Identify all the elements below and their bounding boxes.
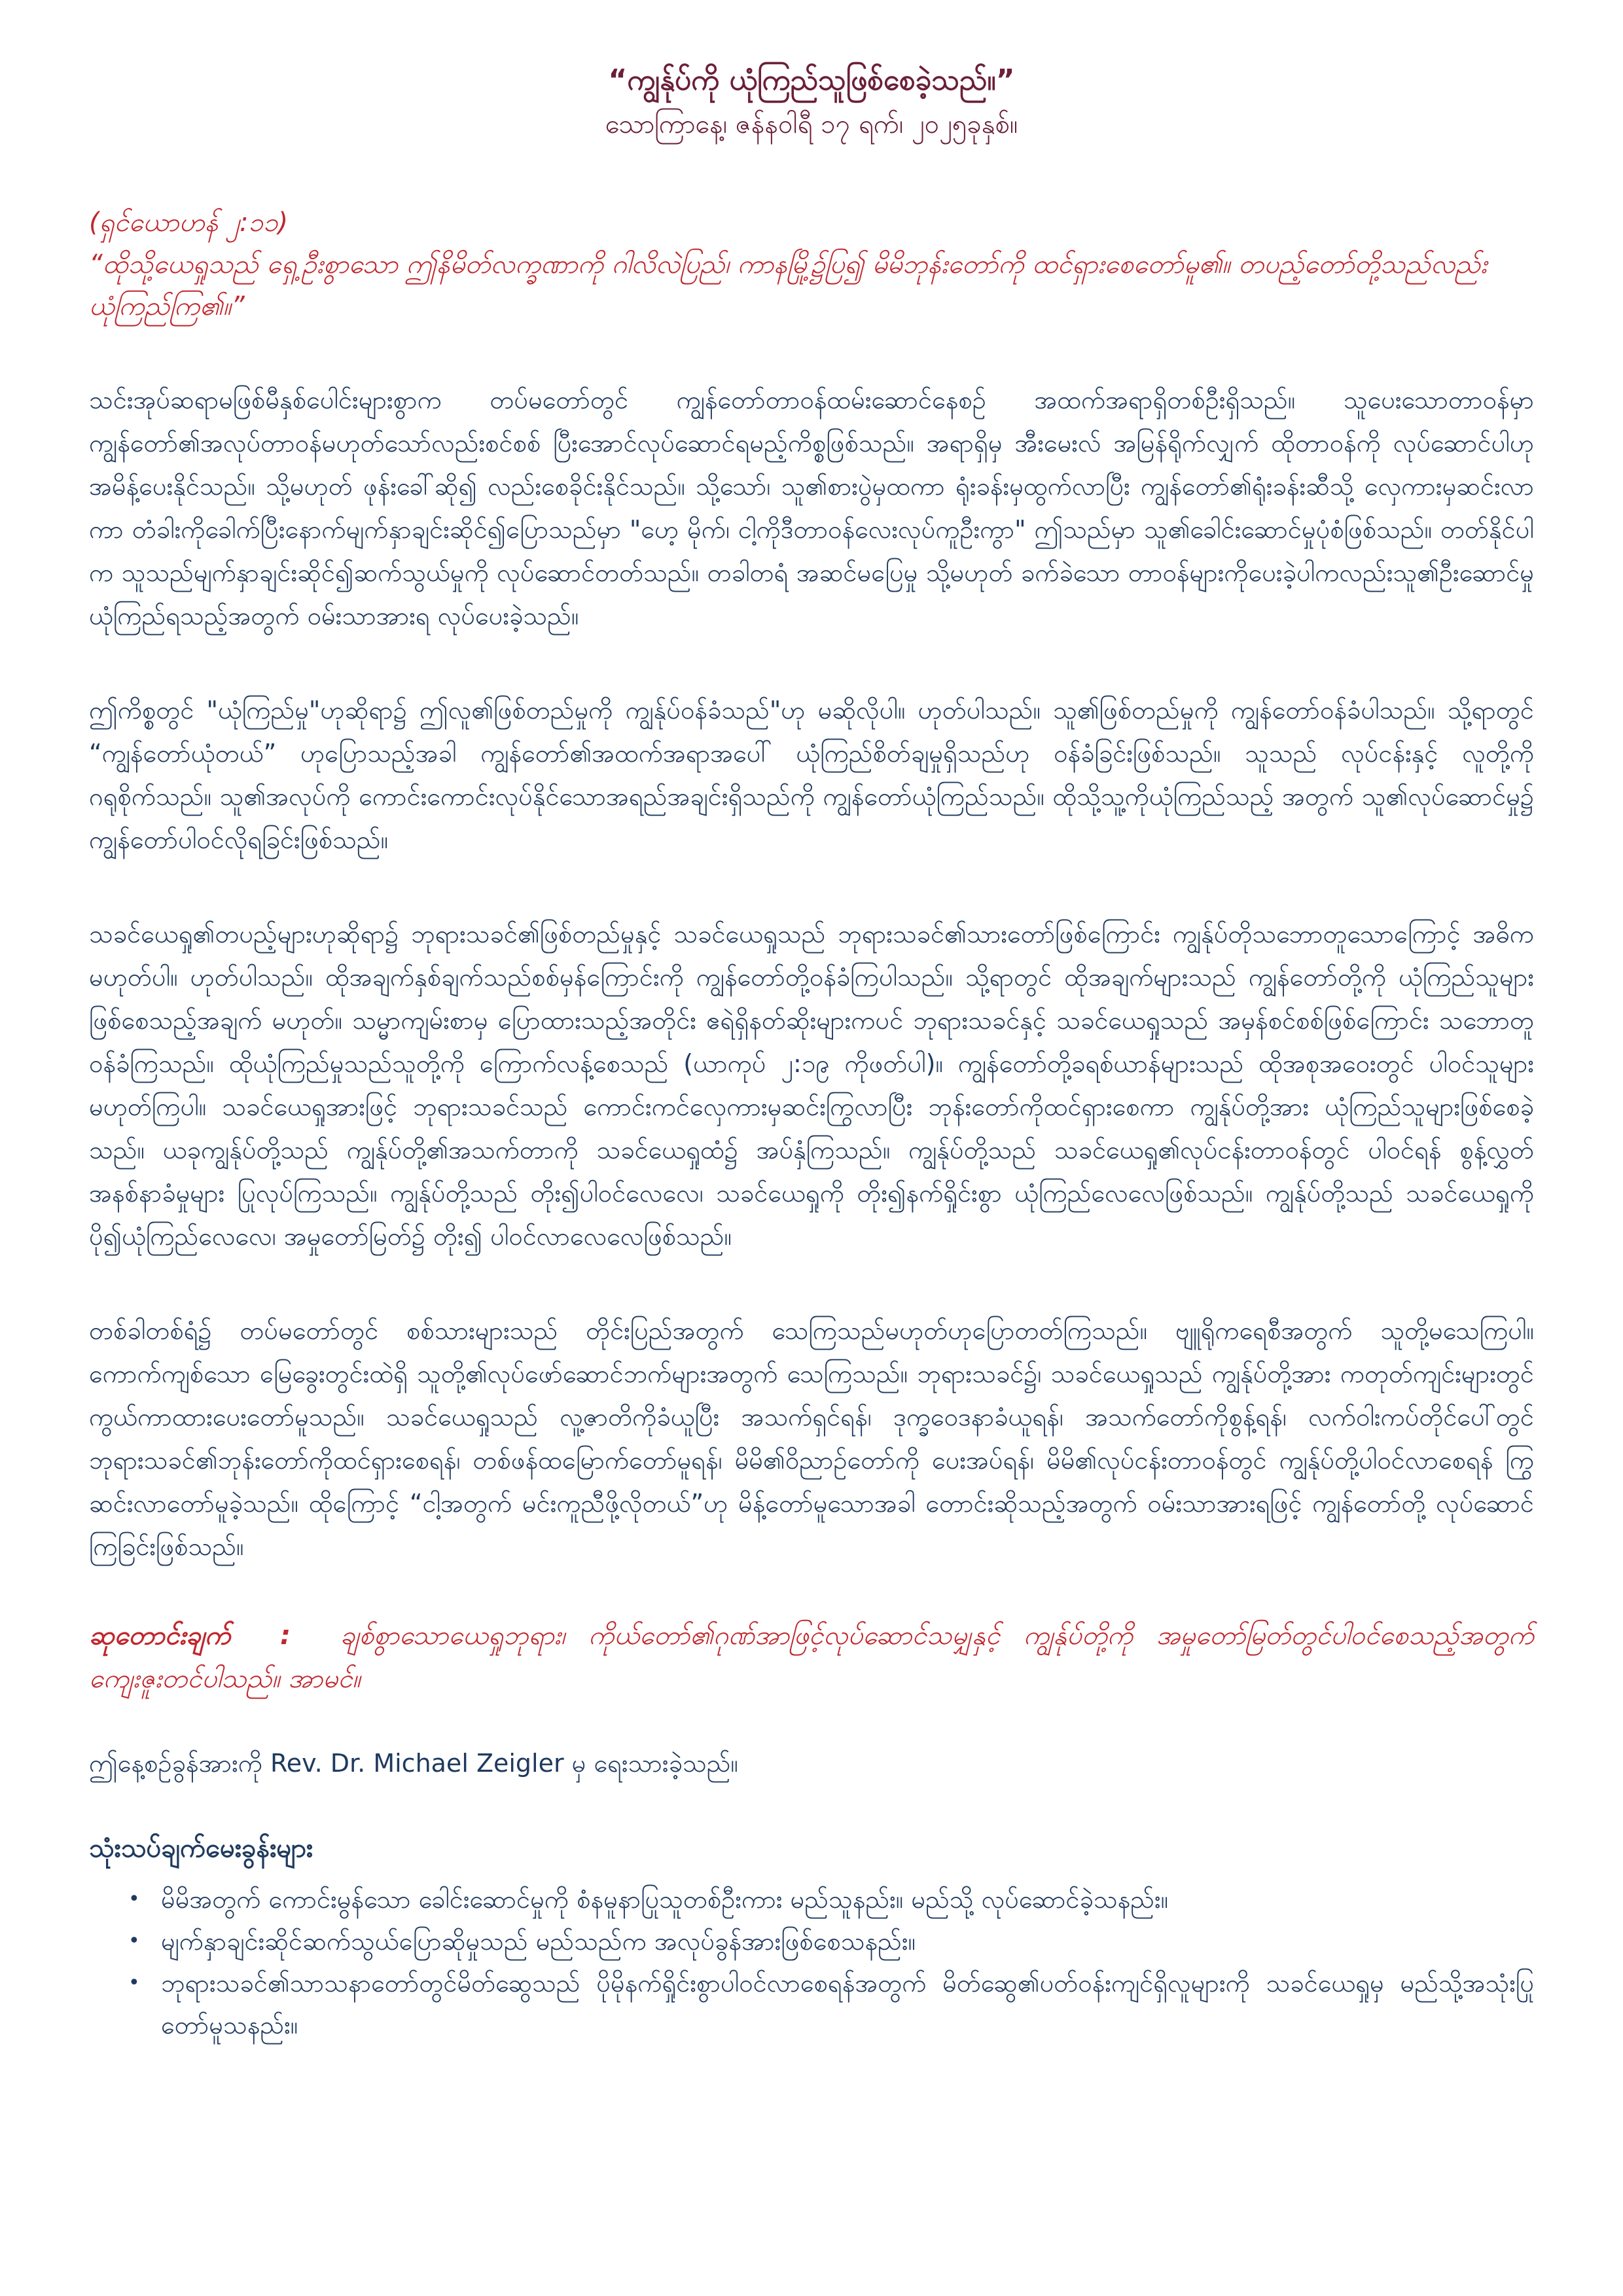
question-text: မျက်နှာချင်းဆိုင်ဆက်သွယ်ပြောဆိုမှုသည် မည်သည်က အလုပ်ခွန်အားဖြစ်စေသနည်း။	[161, 1927, 916, 1956]
body-paragraph-4: တစ်ခါတစ်ရံ၌ တပ်မတော်တွင် စစ်သားများသည် တိုင်းပြည်အတွက် သေကြသည်မဟုတ်ဟုပြောတတ်ကြသည်။ ဗျူရိုကရေစီအတွက် သူတို့မသေကြပါ။ ကောက်ကျစ်သော မြေခွေးတွင်းထဲရှိ သူတို့၏လုပ်ဖော်ဆောင်ဘက်များအတွက် သေကြသည်။ ဘုရားသခင်၌၊ သခင်ယေရှုသည် ကျွန်ုပ်တို့အား ကတုတ်ကျင်းများတွင် ကွယ်ကာထားပေးတော်မူသည်။ သခင်ယေရှုသည် လူ့ဇာတိကိုခံယူပြီး အသက်ရှင်ရန်၊ ဒုက္ခဝေဒနာခံယူရန်၊ အသက်တော်ကိုစွန့်ရန်၊ လက်ဝါးကပ်တိုင်ပေါ်တွင် ဘုရားသခင်၏ဘုန်းတော်ကိုထင်ရှားစေရန်၊ တစ်ဖန်ထမြောက်တော်မူရန်၊ မိမိ၏ဝိညာဉ်တော်ကို ပေးအပ်ရန်၊ မိမိ၏လုပ်ငန်းတာဝန်တွင် ကျွန်ုပ်တို့ပါဝင်လာစေရန် ကြွဆင်းလာတော်မူခဲ့သည်။ ထိုကြောင့် “ငါ့အတွက် မင်းကူညီဖို့လိုတယ်”ဟု မိန့်တော်မူသောအခါ တောင်းဆိုသည့်အတွက် ဝမ်းသာအားရဖြင့် ကျွန်တော်တို့ လုပ်ဆောင်ကြခြင်းဖြစ်သည်။	[89, 1316, 1534, 1561]
question-item	[128, 1920, 1534, 1962]
prayer-label: ဆုတောင်းချက်	[89, 1621, 231, 1651]
scripture-reference: (ရှင်ယောဟန် ၂:၁၁)	[89, 207, 289, 238]
questions-heading: သုံးသပ်ချက်မေးခွန်းများ	[89, 1833, 313, 1863]
scripture-block	[89, 202, 1534, 327]
question-item	[128, 1878, 1534, 1920]
prayer-block	[89, 1614, 1534, 1700]
body-paragraph-1: သင်းအုပ်ဆရာမဖြစ်မီနှစ်ပေါင်းများစွာက တပ်မတော်တွင် ကျွန်တော်တာဝန်ထမ်းဆောင်နေစဉ် အထက်အရာရှိတစ်ဦးရှိသည်။ သူပေးသောတာဝန်မှာ ကျွန်တော်၏အလုပ်တာဝန်မဟုတ်သော်လည်းစင်စစ် ပြီးအောင်လုပ်ဆောင်ရမည့်ကိစ္စဖြစ်သည်။ အရာရှိမှ အီးမေးလ် အမြန်ရိုက်လျှက် ထိုတာဝန်ကို လုပ်ဆောင်ပါဟု အမိန့်ပေးနိုင်သည်။ သို့မဟုတ် ဖုန်းခေါ်ဆို၍ လည်းစေခိုင်းနိုင်သည်။ သို့သော်၊ သူ၏စားပွဲမှထကာ ရုံးခန်းမှထွက်လာပြီး ကျွန်တော်၏ရုံးခန်းဆီသို့ လှေကားမှဆင်းလာကာ တံခါးကိုခေါက်ပြီးနောက်မျက်နှာချင်းဆိုင်၍ပြောသည်မှာ "ဟေ့ မိုက်၊ ငါ့ကိုဒီတာဝန်လေးလုပ်ကူဦးကွာ" ဤသည်မှာ သူ၏ခေါင်းဆောင်မှုပုံစံဖြစ်သည်။ တတ်နိုင်ပါက သူသည်မျက်နှာချင်းဆိုင်၍ဆက်သွယ်မှုကို လုပ်ဆောင်တတ်သည်။ တခါတရံ အဆင်မပြေမှု သို့မဟုတ် ခက်ခဲသော တာဝန်များကိုပေးခဲ့ပါကလည်းသူ၏ဦးဆောင်မှု ယုံကြည်ရသည့်အတွက် ဝမ်းသာအားရ လုပ်ပေးခဲ့သည်။	[89, 386, 1534, 630]
author-note: ဤနေ့စဉ်ခွန်အားကို Rev. Dr. Michael Zeigler မှ ရေးသားခဲ့သည်။	[89, 1749, 738, 1778]
question-item	[128, 1962, 1534, 2046]
devotional-page	[89, 0, 1534, 2046]
bullet-icon: •	[128, 1888, 140, 1910]
devotional-date: သောကြာနေ့၊ ဇန်နဝါရီ ၁၇ ရက်၊ ၂၀၂၅ခုနှစ်။	[605, 109, 1018, 139]
devotional-title: “ကျွန်ုပ်ကို ယုံကြည်သူဖြစ်စေခဲ့သည်။”	[608, 63, 1015, 97]
questions-list	[89, 1878, 1534, 2046]
body-paragraph-3: သခင်ယေရှု၏တပည့်များဟုဆိုရာ၌ ဘုရားသခင်၏ဖြစ်တည်မှုနှင့် သခင်ယေရှုသည် ဘုရားသခင်၏သားတော်ဖြစ်ကြောင်း ကျွန်ုပ်တိုသဘောတူသောကြောင့် အဓိကမဟုတ်ပါ။ ဟုတ်ပါသည်။ ထိုအချက်နှစ်ချက်သည်စစ်မှန်ကြောင်းကို ကျွန်တော်တို့ဝန်ခံကြပါသည်။ သို့ရာတွင် ထိုအချက်များသည် ကျွန်တော်တို့ကို ယုံကြည်သူများဖြစ်စေသည့်အချက် မဟုတ်။ သမ္မာကျမ်းစာမှ ပြောထားသည့်အတိုင်း ဧရဲရှိနတ်ဆိုးများကပင် ဘုရားသခင်နှင့် သခင်ယေရှုသည် အမှန်စင်စစ်ဖြစ်ကြောင်း သဘောတူဝန်ခံကြသည်။ ထိုယုံကြည်မှုသည်သူတို့ကို ကြောက်လန့်စေသည် (ယာကုပ် ၂:၁၉ ကိုဖတ်ပါ)။ ကျွန်တော်တို့ခရစ်ယာန်များသည် ထိုအစုအဝေးတွင် ပါဝင်သူများမဟုတ်ကြပါ။ သခင်ယေရှုအားဖြင့် ဘုရားသခင်သည် ကောင်းကင်လှေကားမှဆင်းကြွလာပြီး ဘုန်းတော်ကိုထင်ရှားစေကာ ကျွန်ုပ်တို့အား ယုံကြည်သူများဖြစ်စေခဲ့သည်။ ယခုကျွန်ုပ်တို့သည် ကျွန်ုပ်တို့၏အသက်တာကို သခင်ယေရှုထံ၌ အပ်နှံကြသည်။ ကျွန်ုပ်တို့သည် သခင်ယေရှု၏လုပ်ငန်းတာဝန်တွင် ပါဝင်ရန် စွန့်လွှတ်အနစ်နာခံမှုများ ပြုလုပ်ကြသည်။ ကျွန်ုပ်တို့သည် တိုး၍ပါဝင်လေလေ၊ သခင်ယေရှုကို တိုး၍နက်ရှိုင်းစွာ ယုံကြည်လေလေဖြစ်သည်။ ကျွန်ုပ်တို့သည် သခင်ယေရှုကို ပို၍ယုံကြည်လေလေ၊ အမှုတော်မြတ်၌ တိုး၍ ပါဝင်လာလေလေဖြစ်သည်။	[89, 920, 1534, 1251]
bullet-icon: •	[128, 1929, 140, 1952]
prayer-text: ချစ်စွာသောယေရှုဘုရား၊ ကိုယ်တော်၏ဂုဏ်အာဖြင့်လုပ်ဆောင်သမျှနှင့် ကျွန်ုပ်တို့ကို အမှုတော်မြတ်တွင်ပါဝင်စေသည့်အတွက် ကျေးဇူးတင်ပါသည်။ အာမင်။	[89, 1621, 1535, 1694]
question-text: ဘုရားသခင်၏သာသနာတော်တွင်မိတ်ဆွေသည် ပိုမိုနက်ရှိုင်းစွာပါဝင်လာစေရန်အတွက် မိတ်ဆွေ၏ပတ်ဝန်းကျင်ရှိလူများကို သခင်ယေရှုမှ မည်သို့အသုံးပြုတော်မူသနည်း။	[161, 1969, 1534, 2039]
body-paragraph-2: ဤကိစ္စတွင် "ယုံကြည်မှု"ဟုဆိုရာ၌ ဤလူ၏ဖြစ်တည်မှုကို ကျွန်ုပ်ဝန်ခံသည်"ဟု မဆိုလိုပါ။ ဟုတ်ပါသည်။ သူ၏ဖြစ်တည်မှုကို ကျွန်တော်ဝန်ခံပါသည်။ သို့ရာတွင် “ကျွန်တော်ယုံတယ်” ဟုပြောသည့်အခါ ကျွန်တော်၏အထက်အရာအပေါ် ယုံကြည်စိတ်ချမှုရှိသည်ဟု ဝန်ခံခြင်းဖြစ်သည်။ သူသည် လုပ်ငန်းနှင့် လူတို့ကို ဂရုစိုက်သည်။ သူ၏အလုပ်ကို ကောင်းကောင်းလုပ်နိုင်သောအရည်အချင်းရှိသည်ကို ကျွန်တော်ယုံကြည်သည်။ ထိုသို့သူ့ကိုယုံကြည်သည့် အတွက် သူ၏လုပ်ဆောင်မှု၌ ကျွန်တော်ပါဝင်လိုရခြင်းဖြစ်သည်။	[89, 696, 1534, 854]
bullet-icon: •	[128, 1971, 140, 1994]
scripture-text: “ထိုသို့ယေရှုသည် ရှေ့ဦးစွာသော ဤနိမိတ်လက္ခဏာကို ဂါလိလဲပြည်၊ ကာနမြို့၌ပြ၍ မိမိဘုန်းတော်ကို ထင်ရှားစေတော်မူ၏။ တပည့်တော်တို့သည်လည်း ယုံကြည်ကြ၏။”	[89, 249, 1488, 321]
question-text: မိမိအတွက် ကောင်းမွန်သော ခေါင်းဆောင်မှုကို စံနမူနာပြုသူတစ်ဦးကား မည်သူနည်း။ မည်သို့ လုပ်ဆောင်ခဲ့သနည်း။	[161, 1885, 1169, 1914]
prayer-separator: :	[280, 1621, 291, 1651]
